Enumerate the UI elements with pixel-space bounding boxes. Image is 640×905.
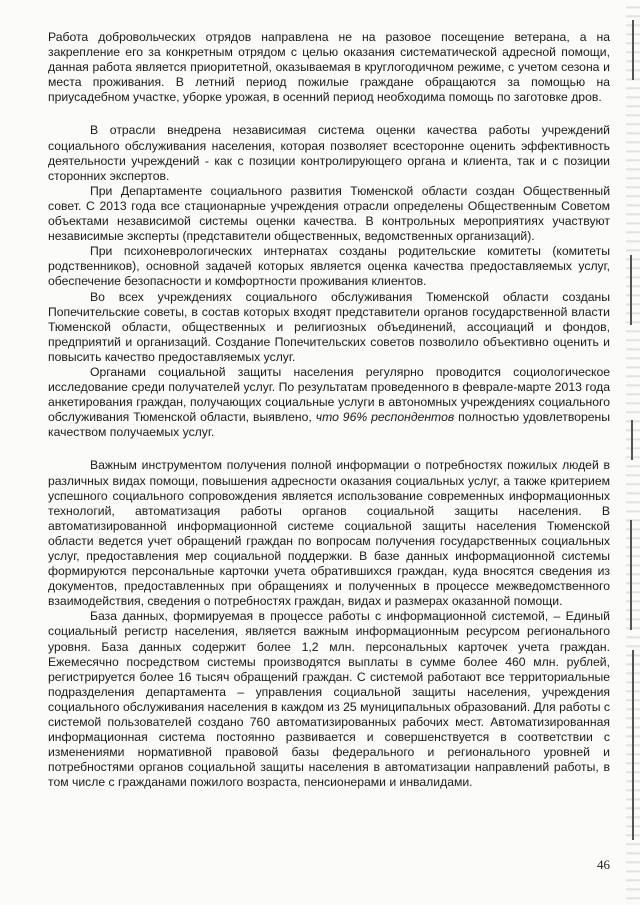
scan-mark <box>630 255 632 325</box>
document-body <box>48 30 610 791</box>
scan-mark <box>631 420 633 460</box>
page-number: 46 <box>597 857 610 872</box>
paragraph-trustee-councils: Во всех учреждениях социального обслуживания Тюменской области созданы Попечительские советы, в состав которых входят представители органов государственной власти Тюменской области, общественных и религиозных объединений, ассоциаций и фондов, предприятий и организаций. Создание Попечительских советов позволило объективно оценить и повысить качество предоставляемых услуг. <box>48 289 610 364</box>
survey-result-tail: полностью удовлетворены качеством получаемых услуг. <box>48 410 610 440</box>
paragraph-public-council: При Департаменте социального развития Тюменской области создан Общественный совет. С 2013 года все стационарные учреждения отрасли определены Общественным Советом объектами независимой системы оценки качества. В контрольных мероприятиях участвуют независимые эксперты (представители общественных, ведомственных организаций). <box>48 183 610 244</box>
paragraph-social-register: База данных, формируемая в процессе работы с информационной системой, – Единый социальный регистр населения, является важным информационным ресурсом регионального уровня. База данных содержит более 1,2 млн. персональных карточек учета граждан. Ежемесячно посредством системы производятся выплаты в сумме более 460 млн. рублей, регистрируется более 16 тысяч обращений граждан. С системой работают все территориальные подразделения департамента – управления социальной защиты населения, учреждения социального обслуживания населения в каждом из 25 муниципальных образований. Для работы с системой пользователей создано 760 автоматизированных рабочих мест. Автоматизированная информационная система постоянно развивается и совершенствуется в соответствии с изменениями нормативной правовой базы федерального и регионального уровней и потребностями органов социальной защиты населения в автоматизации направлений работы, в том числе с гражданами пожилого возраста, пенсионерами и инвалидами. <box>48 609 610 790</box>
paragraph-it-systems: Важным инструментом получения полной информации о потребностях пожилых людей в различных видах помощи, повышения адресности оказания социальных услуг, а также критерием успешного социального сопровождения является использование современных информационных технологий, автоматизация работы органов социальной защиты населения. В автоматизированной информационной системе социальной защиты населения Тюменской области ведется учет обращений граждан по вопросам получения государственных социальных услуг, предоставления мер социальной поддержки. В базе данных информационной системы формируются персональные карточки учета обратившихся граждан, куда вносятся сведения из документов, предоставленных при обращениях и полученных в процессе межведомственного взаимодействия, сведения о потребностях граждан, видах и размерах оказанной помощи. <box>48 458 610 609</box>
scan-mark <box>632 650 634 840</box>
scan-mark <box>632 20 634 80</box>
paragraph-volunteer-teams: Работа добровольческих отрядов направлена не на разовое посещение ветерана, а на закрепление его за конкретным отрядом с целью оказания систематической адресной помощи, данная работа является приоритетной, оказываемая в круглогодичном режиме, с учетом сезона и места проживания. В летний период пожилые граждане обращаются за помощью на приусадебном участке, уборке урожая, в осенний период необходима помощь по заготовке дров. <box>48 30 610 105</box>
paragraph-quality-assessment: В отрасли внедрена независимая система оценки качества работы учреждений социального обслуживания населения, которая позволяет всесторонне оценить эффективность деятельности учреждений - как с позиции контролирующего органа и клиента, так и с позиции сторонних экспертов. <box>48 123 610 183</box>
survey-result-emphasis: что 96% респондентов <box>315 410 455 425</box>
paragraph-parent-committees: При психоневрологических интернатах созданы родительские комитеты (комитеты родственников), основной задачей которых является оценка качества предоставляемых услуг, обеспечение безопасности и комфортности проживания клиентов. <box>48 244 610 289</box>
paragraph-survey <box>48 365 610 440</box>
scan-mark <box>630 520 632 630</box>
survey-text: Органами социальной защиты населения регулярно проводится социологическое исследование среди получателей услуг. По результатам проведенного в феврале-марте 2013 года анкетирования граждан, получающих социальные услуги в автономных учреждениях социального обслуживания Тюменской области, выявлено, <box>48 364 610 425</box>
